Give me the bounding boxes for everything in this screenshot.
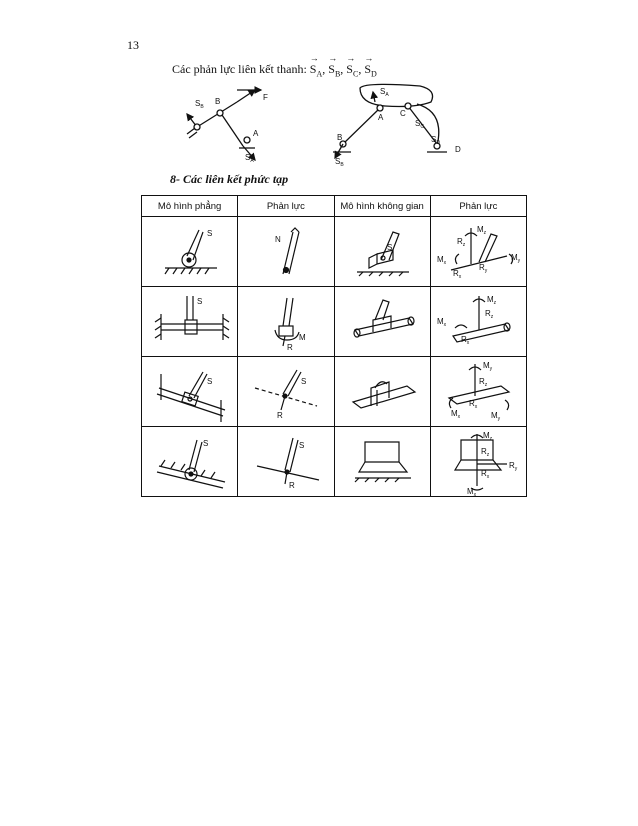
cell-space-reaction — [430, 427, 526, 497]
my2-label: $M_y$ — [490, 410, 500, 422]
mx-label: $M_x$ — [436, 316, 446, 328]
space-reaction-drawing — [431, 220, 527, 284]
space-model-clamp-drawing — [337, 360, 427, 424]
reaction-m-r-drawing — [241, 290, 331, 354]
rz-label: $R_z$ — [484, 308, 494, 320]
s-label: S — [202, 438, 208, 448]
point-a-left-label: A — [253, 129, 259, 138]
point-b-right-label: B — [337, 133, 343, 142]
rx-label: $R_x$ — [468, 398, 478, 410]
my-label: $M_y$ — [510, 252, 520, 264]
intro-line — [172, 62, 377, 78]
sb-right-label: $S_B$ — [335, 157, 344, 168]
header-plane-model: Mô hình phẳng — [142, 196, 238, 217]
space-model-plate-drawing — [337, 430, 427, 494]
intro-prefix: Các phản lực liên kết thanh: — [172, 62, 307, 76]
cell-reaction — [238, 427, 334, 497]
cell-plane-model — [142, 357, 238, 427]
table-header-row — [142, 196, 527, 217]
header-space-reaction: Phản lực — [430, 196, 526, 217]
s-label: S — [298, 440, 305, 450]
cell-space-reaction — [430, 287, 526, 357]
space-model-hinge-drawing — [337, 220, 427, 284]
cell-plane-model — [142, 287, 238, 357]
r-label: R — [286, 342, 293, 352]
r-label: R — [288, 480, 295, 490]
reaction-s-r-drawing — [241, 430, 331, 494]
rz-label: $R_z$ — [480, 446, 490, 458]
point-d-right-label: D — [455, 145, 461, 154]
sc-right-label: $S_C$ — [415, 119, 424, 130]
cell-plane-model — [142, 217, 238, 287]
point-a-right-label: A — [378, 113, 384, 122]
mz-label: $M_z$ — [476, 224, 486, 236]
my-label: $M_y$ — [482, 360, 492, 372]
sa-right-label: $S_A$ — [380, 87, 389, 98]
cell-space-model — [334, 357, 430, 427]
ry-label: $R_y$ — [508, 460, 518, 472]
mz-label: $M_z$ — [486, 294, 496, 306]
s-label: S — [206, 228, 212, 238]
sa-left-label: $S_A$ — [245, 153, 254, 164]
s-label: S — [300, 376, 307, 386]
sb-left-label: $S_B$ — [195, 99, 204, 110]
cell-reaction — [238, 287, 334, 357]
cell-space-model — [334, 217, 430, 287]
plane-model-roller-drawing — [145, 430, 235, 494]
top-figure — [175, 82, 475, 172]
right-frame — [333, 84, 447, 158]
cell-space-reaction — [430, 217, 526, 287]
plane-model-pin-drawing — [145, 220, 235, 284]
header-reaction: Phản lực — [238, 196, 334, 217]
plane-model-slider-drawing — [145, 290, 235, 354]
cell-space-model — [334, 287, 430, 357]
point-c-right-label: C — [400, 109, 406, 118]
space-reaction-drawing — [431, 360, 527, 424]
point-b-left-label: B — [215, 97, 221, 106]
cell-reaction — [238, 217, 334, 287]
n-label: N — [274, 234, 281, 244]
rx-label: $R_x$ — [480, 468, 490, 480]
reaction-vector-c: → $S_C$ — [346, 62, 358, 78]
cell-plane-model — [142, 427, 238, 497]
reaction-vector-d: → $S_D$ — [364, 62, 376, 78]
cell-reaction — [238, 357, 334, 427]
table-row — [142, 357, 527, 427]
s-label: S — [206, 376, 212, 386]
table-row — [142, 427, 527, 497]
space-model-sleeve-drawing — [337, 290, 427, 354]
complex-links-table — [141, 195, 527, 497]
rz-label: $R_z$ — [456, 236, 466, 248]
page-number: 13 — [127, 38, 139, 52]
mz-label: $M_z$ — [482, 430, 492, 442]
rx-label: $R_x$ — [460, 334, 470, 346]
mx-label: $M_x$ — [450, 408, 460, 420]
space-reaction-drawing — [431, 290, 527, 354]
s-label: S — [387, 242, 393, 252]
mx-label: $M_x$ — [466, 486, 476, 498]
reaction-vector-a: → $S_A$ — [310, 62, 322, 78]
header-space-model: Mô hình không gian — [334, 196, 430, 217]
reaction-s-r-drawing — [241, 360, 331, 424]
reaction-list: → $S_A$, → $S_B$, → $S_C$, → $S_D$ — [310, 62, 377, 76]
sd-right-label: $S_D$ — [431, 135, 440, 146]
mx-label: $M_x$ — [436, 254, 446, 266]
section-title: 8- Các liên kết phức tạp — [170, 172, 289, 186]
plane-model-inclined-slider-drawing — [145, 360, 235, 424]
rx-label: $R_x$ — [452, 268, 462, 280]
ry-label: $R_y$ — [478, 262, 488, 274]
cell-space-reaction — [430, 357, 526, 427]
r-label: R — [276, 410, 283, 420]
reaction-vector-b: → $S_B$ — [328, 62, 340, 78]
space-reaction-drawing — [431, 430, 527, 498]
m-label: M — [298, 332, 306, 342]
table-row — [142, 287, 527, 357]
force-f-label: F — [263, 93, 268, 102]
rz-label: $R_z$ — [478, 376, 488, 388]
table-row — [142, 217, 527, 287]
reaction-n-drawing — [241, 220, 331, 284]
s-label: S — [196, 296, 202, 306]
cell-space-model — [334, 427, 430, 497]
